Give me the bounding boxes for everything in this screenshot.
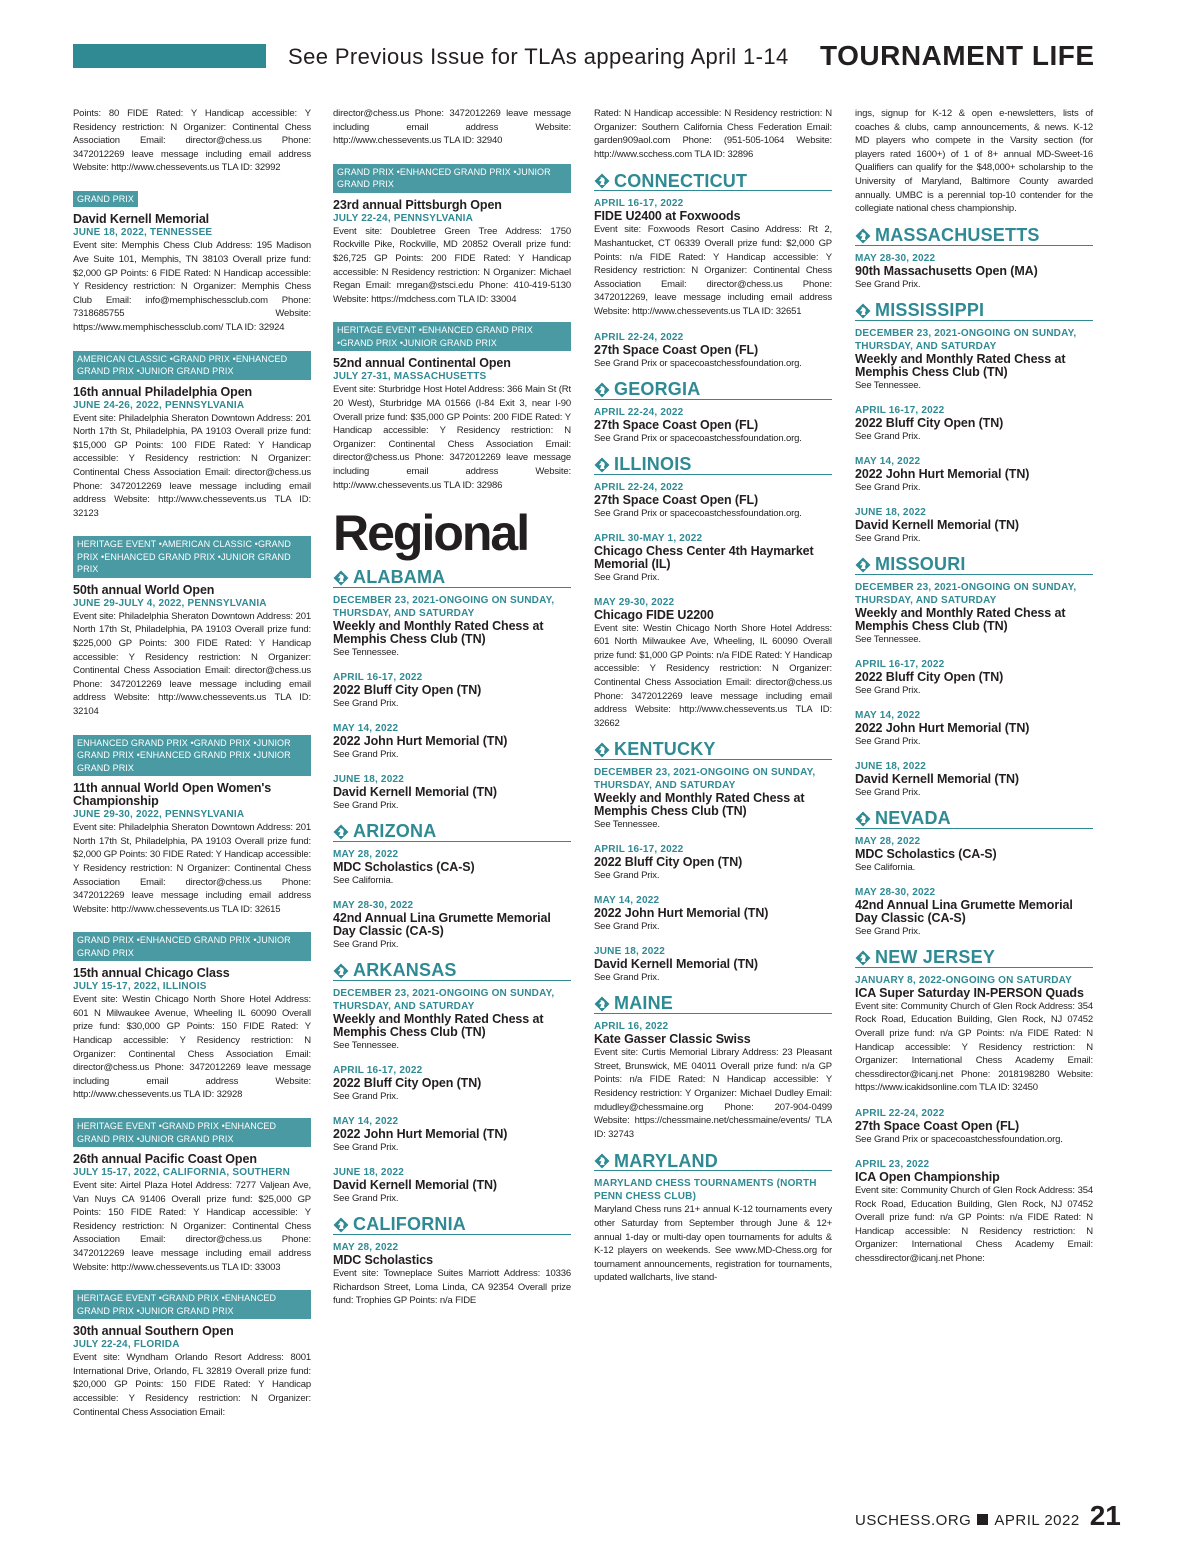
category-tag: AMERICAN CLASSIC • — [162, 539, 258, 549]
section-title: TOURNAMENT LIFE — [820, 40, 1095, 71]
listing-name: David Kernell Memorial (TN) — [594, 957, 758, 972]
listing-date: MAY 28-30, 2022 — [855, 252, 936, 264]
tournament-entry — [333, 318, 571, 492]
listing-name: David Kernell Memorial (TN) — [855, 517, 1019, 532]
category-tags — [333, 164, 571, 193]
tournament-details: Event site: Doubletree Green Tree Address: 1750 Rockville Pike, Rockville, MD 20852 Overall prize fund: $26,725 GP Points: 200 FIDE Rated: Y Handicap accessible: N Residency restriction: N Organizer: Michael Regan Email: mregan@stsci.edu Phone: 410-419-5130 Website: https://mdchess.com TLA ID: 33004 — [333, 225, 571, 305]
listing-entry — [855, 760, 1093, 799]
category-tag: JUNIOR GRAND PRIX — [139, 366, 234, 377]
cross-reference: See Grand Prix. — [333, 749, 399, 761]
tournament-details: Event site: Westin Chicago North Shore Hotel Address: 601 N Milwaukee Avenue, Wheeling IL 60090 Overall prize fund: $30,000 GP Points: 150 FIDE Rated: Y Handicap accessible: Y Residency restriction: N Organizer: Continental Chess Association Email: director@chess.us Phone: 3472012269 leave message including email address Website: http://www.chessevents.us TLA ID: 32928 — [73, 994, 311, 1101]
listing-entry — [594, 331, 832, 370]
listing-name: Kate Gasser Classic Swiss — [594, 1032, 751, 1047]
state-heading — [594, 453, 832, 475]
category-tag: GRAND PRIX • — [162, 1121, 225, 1131]
state-name: MISSISSIPPI — [875, 299, 985, 320]
continued-text: Points: 80 FIDE Rated: Y Handicap accessible: Y Residency restriction: N Organizer: Continental Chess Association Email: director@chess.us Phone: 3472012269 leave message including email address Website: http://www.chessevents.us TLA ID: 32992 — [73, 108, 311, 174]
chess-knight-icon — [855, 811, 871, 827]
page-number: 21 — [1089, 1500, 1121, 1531]
tournament-name: 50th annual World Open — [73, 582, 215, 597]
category-tags — [73, 932, 311, 961]
listing-date: APRIL 16-17, 2022 — [333, 672, 423, 684]
page-footer — [855, 1500, 1121, 1532]
category-tag: HERITAGE EVENT • — [77, 1293, 162, 1303]
listing-name: MDC Scholastics (CA-S) — [333, 860, 475, 875]
cross-reference: See Grand Prix. — [855, 532, 921, 544]
listing-date: APRIL 16-17, 2022 — [855, 404, 945, 416]
tournament-name: 23rd annual Pittsburgh Open — [333, 197, 502, 212]
listing-entry — [333, 848, 571, 887]
tournament-name: 16th annual Philadelphia Open — [73, 384, 253, 399]
category-tag: JUNIOR GRAND PRIX — [77, 935, 291, 958]
state-heading — [855, 553, 1093, 575]
tournament-date: JULY 27-31, MASSACHUSETTS — [333, 371, 487, 383]
tournament-entry — [73, 1114, 311, 1274]
listing-name: FIDE U2400 at Foxwoods — [594, 209, 741, 224]
continued-text: ings, signup for K-12 & open e-newsletters, lists of coaches & clubs, camp announcements, & news. K-12 MD players who compete in the Varsity section (for players rated 1600+) of 1 of 8+ annual MD-Sweet-16 Qualifiers can qualify for the $48,000+ scholarship to the University of Maryland, Baltimore County awarded annually. UMBC is a perennial top-10 contender for the collegiate national chess championship. — [855, 108, 1093, 215]
state-heading — [333, 1214, 571, 1235]
listing-name: Weekly and Monthly Rated Chess at Memphis Chess Club (TN) — [855, 351, 1066, 379]
category-tag: JUNIOR GRAND PRIX — [337, 166, 551, 190]
state-heading — [594, 739, 832, 760]
listing-name: David Kernell Memorial (TN) — [333, 785, 497, 800]
chess-knight-icon — [333, 824, 349, 840]
listing-entry — [594, 197, 832, 318]
cross-reference: See Grand Prix. — [333, 1142, 399, 1154]
category-tag: GRAND PRIX • — [162, 1293, 225, 1303]
state-name: GEORGIA — [614, 378, 701, 399]
category-tag: GRAND PRIX • — [77, 935, 140, 945]
listing-entry — [855, 455, 1093, 494]
state-heading — [333, 567, 571, 588]
cross-reference: See Tennessee. — [333, 647, 399, 659]
cross-reference: See Grand Prix. — [333, 939, 399, 951]
listing-entry — [855, 658, 1093, 697]
cross-reference: See Grand Prix. — [855, 684, 921, 696]
tournament-details: Event site: Philadelphia Sheraton Downtown Address: 201 North 17th St, Philadelphia, PA 19103 Overall prize fund: $2,000 GP Points: 30 FIDE Rated: Y Handicap accessible: Y Residency restriction: N Organizer: Continental Chess Association Email: director@chess.us Phone: 3472012269 leave message including email address Website: http://www.chessevents.us TLA ID: 32615 — [73, 822, 311, 915]
listing-entry — [855, 1158, 1093, 1266]
state-heading — [333, 821, 571, 842]
category-tag: ENHANCED GRAND PRIX • — [140, 750, 257, 760]
cross-reference: See Grand Prix or spacecoastchessfoundation.org. — [594, 507, 802, 519]
listing-date: DECEMBER 23, 2021-ONGOING ON SUNDAY, THURSDAY, AND SATURDAY — [855, 581, 1077, 606]
cross-reference: See Tennessee. — [855, 379, 921, 391]
listing-name: 2022 John Hurt Memorial (TN) — [333, 1127, 508, 1142]
listing-name: Weekly and Monthly Rated Chess at Memphis Chess Club (TN) — [594, 791, 805, 819]
cross-reference: See Grand Prix or spacecoastchessfoundation.org. — [855, 1133, 1063, 1145]
listing-name: 2022 John Hurt Memorial (TN) — [855, 720, 1030, 735]
chess-knight-icon — [594, 382, 610, 398]
state-heading — [594, 378, 832, 400]
column-4 — [855, 107, 1093, 1277]
listing-date: DECEMBER 23, 2021-ONGOING ON SUNDAY, THURSDAY, AND SATURDAY — [333, 595, 555, 620]
category-tags — [73, 735, 311, 777]
chess-knight-icon — [855, 303, 871, 319]
cross-reference: See Grand Prix or spacecoastchessfoundation.org. — [594, 432, 802, 444]
listing-details: Maryland Chess runs 21+ annual K-12 tournaments every other Saturday from September through June & 12+ annual 1-day or multi-day open tournaments for adults & K-12 players on weekends. See www.MD-Chess.org for tournament announcements, registration for tournaments, updated wallcharts, live stand- — [594, 1204, 832, 1284]
category-tags — [73, 351, 311, 380]
listing-name: 2022 John Hurt Memorial (TN) — [594, 906, 769, 921]
listing-date: MAY 14, 2022 — [855, 709, 921, 721]
listing-details: Event site: Westin Chicago North Shore Hotel Address: 601 North Milwaukee Ave, Wheeling, IL 60090 Overall prize fund: $1,000 GP Points: n/a FIDE Rated: Y Handicap accessible: Y Residency restriction: N Organizer: Continental Chess Association Email: director@chess.us Phone: 3472012269 leave message including email address Website: http://www.chessevents.us TLA ID: 32662 — [594, 622, 832, 729]
listing-date: JUNE 18, 2022 — [855, 760, 926, 772]
category-tags — [73, 1290, 311, 1319]
listing-entry — [594, 945, 832, 984]
listing-entry — [333, 594, 571, 659]
category-tag: GRAND PRIX • — [77, 539, 291, 562]
cross-reference: See Grand Prix. — [333, 698, 399, 710]
state-name: KENTUCKY — [614, 739, 716, 760]
state-heading — [333, 960, 571, 981]
listing-date: APRIL 16, 2022 — [594, 1021, 669, 1033]
category-tag: GRAND PRIX • — [194, 738, 257, 748]
footer-site: USCHESS.ORG — [855, 1512, 972, 1529]
listing-date: DECEMBER 23, 2021-ONGOING ON SUNDAY, THURSDAY, AND SATURDAY — [333, 988, 555, 1013]
listing-entry — [855, 1107, 1093, 1146]
state-heading — [594, 1150, 832, 1171]
listing-entry — [333, 1115, 571, 1154]
category-tag: ENHANCED GRAND PRIX • — [77, 738, 194, 748]
listing-name: David Kernell Memorial (TN) — [855, 771, 1019, 786]
tournament-name: 15th annual Chicago Class — [73, 966, 230, 981]
listing-entry — [333, 1166, 571, 1205]
listing-entry — [594, 596, 832, 731]
tournament-date: JULY 15-17, 2022, CALIFORNIA, SOUTHERN — [73, 1167, 291, 1179]
listing-name: 27th Space Coast Open (FL) — [855, 1118, 1020, 1133]
state-heading — [855, 946, 1093, 968]
listing-name: 2022 Bluff City Open (TN) — [333, 683, 482, 698]
category-tag: HERITAGE EVENT • — [77, 1121, 162, 1131]
cross-reference: See Grand Prix. — [594, 571, 660, 583]
chess-knight-icon — [333, 1217, 349, 1233]
tournament-entry — [73, 347, 311, 521]
cross-reference: See Tennessee. — [333, 1040, 399, 1052]
listing-date: MAY 28, 2022 — [855, 835, 921, 847]
state-name: MISSOURI — [875, 553, 966, 574]
listing-entry — [855, 327, 1093, 392]
tournament-entry — [73, 928, 311, 1102]
cross-reference: See Tennessee. — [594, 819, 660, 831]
state-name: MAINE — [614, 993, 673, 1014]
listing-date: MAY 28, 2022 — [333, 1242, 399, 1254]
tournament-details: Event site: Wyndham Orlando Resort Address: 8001 International Drive, Orlando, FL 32819 Overall prize fund: $20,000 GP Points: 150 FIDE Rated: Y Handicap accessible: Y Residency restriction: N Organizer: Continental Chess Association Email: — [73, 1352, 311, 1418]
header-accent-bar — [73, 44, 266, 68]
column-3 — [594, 107, 832, 1297]
state-name: MASSACHUSETTS — [875, 224, 1040, 245]
cross-reference: See Grand Prix. — [594, 921, 660, 933]
state-heading — [594, 993, 832, 1014]
category-tags — [333, 322, 571, 351]
cross-reference: See Grand Prix. — [855, 481, 921, 493]
cross-reference: See Grand Prix. — [855, 735, 921, 747]
category-tag: ENHANCED GRAND PRIX • — [400, 167, 517, 177]
listing-date: APRIL 16-17, 2022 — [594, 198, 684, 210]
chess-knight-icon — [594, 1153, 610, 1169]
tournament-details: Event site: Philadelphia Sheraton Downtown Address: 201 North 17th St, Philadelphia, PA 19103 Overall prize fund: $225,000 GP Points: 300 FIDE Rated: Y Handicap accessible: Y Residency restriction: N Organizer: Continental Chess Association Email: director@chess.us Phone: 3472012269 leave message including email address Website: http://www.chessevents.us TLA ID: 32104 — [73, 610, 311, 718]
state-name: ARKANSAS — [353, 960, 457, 981]
listing-date: MAY 14, 2022 — [594, 895, 660, 907]
listing-entry — [594, 894, 832, 933]
category-tags — [73, 191, 138, 208]
cross-reference: See Grand Prix. — [855, 430, 921, 442]
listing-entry — [333, 671, 571, 710]
chess-knight-icon — [855, 228, 871, 244]
state-name: MARYLAND — [614, 1150, 718, 1171]
column-1 — [73, 107, 311, 1431]
listing-entry — [333, 987, 571, 1052]
listing-name: 42nd Annual Lina Grumette Memorial Day Classic (CA-S) — [333, 911, 551, 939]
tournament-date: JULY 22-24, PENNSYLVANIA — [333, 212, 474, 224]
state-name: NEVADA — [875, 807, 951, 828]
listing-date: APRIL 16-17, 2022 — [594, 844, 684, 856]
tournament-date: JUNE 18, 2022, TENNESSEE — [73, 227, 213, 239]
chess-knight-icon — [594, 173, 610, 189]
tournament-name: 30th annual Southern Open — [73, 1324, 234, 1339]
continued-text: Rated: N Handicap accessible: N Residency restriction: N Organizer: Southern California Chess Federation Email: garden909aol.com Phone: (951-505-1064 Website: http://www.scchess.com TLA ID: 32896 — [594, 108, 832, 160]
listing-date: MAY 28-30, 2022 — [855, 886, 936, 898]
chess-knight-icon — [855, 950, 871, 966]
category-tag: GRAND PRIX • — [337, 167, 400, 177]
listing-entry — [594, 1177, 832, 1285]
page-header — [0, 0, 1200, 90]
listing-date: APRIL 22-24, 2022 — [594, 331, 684, 343]
chess-knight-icon — [594, 457, 610, 473]
listing-entry — [333, 773, 571, 812]
listing-entry — [855, 404, 1093, 443]
tournament-details: Event site: Airtel Plaza Hotel Address: 7277 Valjean Ave, Van Nuys CA 91406 Overall prize fund: $25,000 GP Points: 150 FIDE Rated: Y Handicap accessible: Y Residency restriction: N Organizer: Continental Chess Association Email: director@chess.us Phone: 3472012269 leave message including email address Website: http://www.chessevents.us TLA ID: 33003 — [73, 1180, 311, 1273]
category-tag: AMERICAN CLASSIC • — [77, 354, 173, 364]
listing-entry — [855, 974, 1093, 1095]
state-heading — [594, 170, 832, 191]
category-tag: GRAND PRIX — [77, 193, 135, 204]
footer-issue: APRIL 2022 — [994, 1512, 1080, 1529]
tournament-details: Event site: Memphis Chess Club Address: 195 Madison Ave Suite 101, Memphis, TN 38103 Overall prize fund: $2,000 GP Points: 6 FIDE Rated: N Handicap accessible: Y Residency restriction: N Organizer: Memphis Chess Club Email: info@memphischessclub.com Phone: 7318685755 Website: https://www.memphischessclub.com/ TLA ID: 32924 — [73, 240, 311, 334]
listing-entry — [594, 406, 832, 445]
cross-reference: See Tennessee. — [855, 633, 921, 645]
cross-reference: See Grand Prix or spacecoastchessfoundation.org. — [594, 357, 802, 369]
listing-date: APRIL 16-17, 2022 — [333, 1065, 423, 1077]
listing-date: JUNE 18, 2022 — [333, 1167, 404, 1179]
listing-entry — [333, 899, 571, 951]
listing-entry — [855, 886, 1093, 938]
listing-details: Event site: Community Church of Glen Rock Address: 354 Rock Road, Education Building, Glen Rock, NJ 07452 Overall prize fund: n/a GP Points: n/a FIDE Rated: N Handicap accessible: Y Residency restriction: N Organizer: International Chess Academy Email: chessdirector@icanj.net Phone: 2018198280 Website: https://www.icakidsonline.com TLA ID: 32450 — [855, 1000, 1093, 1094]
tournament-name: David Kernell Memorial — [73, 212, 210, 227]
continued-text: director@chess.us Phone: 3472012269 leave message including email address Website: http://www.chessevents.us TLA ID: 32940 — [333, 108, 571, 147]
category-tag: ENHANCED GRAND PRIX • — [337, 325, 533, 348]
listing-name: 2022 Bluff City Open (TN) — [333, 1076, 482, 1091]
listing-details: Event site: Foxwoods Resort Casino Address: Rt 2, Mashantucket, CT 06339 Overall prize fund: $2,000 GP Points: n/a FIDE Rated: Y Handicap accessible: Y Residency restriction: N Organizer: Continental Chess Association Email: director@chess.us Phone: 3472012269, leave message including email address Website: http://www.chessevents.us TLA ID: 32651 — [594, 224, 832, 317]
state-name: NEW JERSEY — [875, 946, 996, 967]
category-tag: GRAND PRIX • — [340, 338, 403, 348]
tournament-details: Event site: Philadelphia Sheraton Downtown Address: 201 North 17th St, Philadelphia, PA 19103 Overall prize fund: $15,000 GP Points: 100 FIDE Rated: Y Handicap accessible: Y Residency restriction: N Organizer: Continental Chess Association Email: director@chess.us Phone: 3472012269 leave message including email address Website: http://www.chessevents.us TLA ID: 32123 — [73, 412, 311, 519]
state-name: ILLINOIS — [614, 453, 692, 474]
listing-name: ICA Super Saturday IN-PERSON Quads — [855, 985, 1084, 1000]
listing-name: 2022 Bluff City Open (TN) — [855, 415, 1004, 430]
listing-date: MAY 28-30, 2022 — [333, 900, 414, 912]
listing-date: APRIL 23, 2022 — [855, 1158, 930, 1170]
listing-name: 2022 John Hurt Memorial (TN) — [855, 466, 1030, 481]
tournament-date: JUNE 29-30, 2022, PENNSYLVANIA — [73, 809, 245, 821]
state-name: CALIFORNIA — [353, 1214, 466, 1235]
listing-date: APRIL 22-24, 2022 — [855, 1107, 945, 1119]
listing-date: JUNE 18, 2022 — [333, 774, 404, 786]
listing-name: Weekly and Monthly Rated Chess at Memphis Chess Club (TN) — [855, 605, 1066, 633]
listing-entry — [855, 506, 1093, 545]
cross-reference: See Grand Prix. — [594, 870, 660, 882]
listing-name: 42nd Annual Lina Grumette Memorial Day Classic (CA-S) — [855, 897, 1073, 925]
listing-date: DECEMBER 23, 2021-ONGOING ON SUNDAY, THURSDAY, AND SATURDAY — [594, 767, 816, 792]
tournament-entry — [73, 187, 311, 335]
listing-name: MDC Scholastics — [333, 1253, 433, 1268]
listing-date: MAY 28, 2022 — [333, 849, 399, 861]
listing-name: ICA Open Championship — [855, 1169, 1000, 1184]
category-tag: HERITAGE EVENT • — [77, 539, 162, 549]
state-heading — [855, 224, 1093, 246]
category-tag: JUNIOR GRAND PRIX • — [77, 738, 291, 761]
tournament-name: 52nd annual Continental Open — [333, 356, 511, 371]
listing-entry — [594, 481, 832, 520]
category-tags — [73, 1118, 311, 1147]
cross-reference: See California. — [333, 875, 394, 887]
listing-name: Weekly and Monthly Rated Chess at Memphis Chess Club (TN) — [333, 1012, 544, 1040]
tournament-name: 11th annual World Open Women's Championship — [73, 781, 272, 809]
category-tag: JUNIOR GRAND PRIX — [139, 1305, 234, 1316]
listing-name: 90th Massachusetts Open (MA) — [855, 263, 1038, 278]
listing-name: 27th Space Coast Open (FL) — [594, 492, 759, 507]
tournament-details: Event site: Sturbridge Host Hotel Address: 366 Main St (Rt 20 West), Sturbridge MA 01566 (I-84 Exit 3, near I-90 Overall prize fund: $35,000 GP Points: 200 FIDE Rated: Y Handicap accessible: Y Residency restriction: N Organizer: Continental Chess Association Email: director@chess.us Phone: 3472012269 leave message including email address Website: http://www.chessevents.us TLA ID: 32986 — [333, 384, 571, 491]
chess-knight-icon — [855, 557, 871, 573]
tournament-entry — [73, 532, 311, 718]
listing-entry — [855, 252, 1093, 291]
tournament-date: JUNE 24-26, 2022, PENNSYLVANIA — [73, 399, 245, 411]
cross-reference: See Grand Prix. — [333, 1193, 399, 1205]
listing-name: MDC Scholastics (CA-S) — [855, 846, 997, 861]
chess-knight-icon — [594, 996, 610, 1012]
listing-date: APRIL 30-MAY 1, 2022 — [594, 532, 703, 544]
state-name: ALABAMA — [353, 567, 446, 588]
listing-date: APRIL 22-24, 2022 — [594, 481, 684, 493]
listing-date: MAY 14, 2022 — [333, 1116, 399, 1128]
listing-entry — [594, 532, 832, 584]
listing-name: Weekly and Monthly Rated Chess at Memphis Chess Club (TN) — [333, 619, 544, 647]
listing-details: Event site: Towneplace Suites Marriott Address: 10336 Richardson Street, Loma Linda, CA 92354 Overall prize fund: Trophies GP Points: n/a FIDE — [333, 1268, 571, 1307]
category-tag: JUNIOR GRAND PRIX — [403, 337, 497, 348]
listing-date: JUNE 18, 2022 — [594, 946, 665, 958]
listing-date: JUNE 18, 2022 — [855, 506, 926, 518]
listing-entry — [855, 835, 1093, 874]
cross-reference: See Grand Prix. — [333, 1091, 399, 1103]
category-tag: JUNIOR GRAND PRIX — [139, 1133, 234, 1144]
state-name: CONNECTICUT — [614, 170, 748, 191]
tournament-entry — [333, 160, 571, 307]
category-tag: HERITAGE EVENT • — [337, 325, 422, 335]
category-tag: GRAND PRIX • — [173, 354, 236, 364]
listing-details: Event site: Curtis Memorial Library Address: 23 Pleasant Street, Brunswick, ME 04011 Overall prize fund: n/a GP Points: n/a FIDE Rated: N Handicap accessible: Y Residency restriction: Y Organizer: Michael Dudley Email: mdudley@chessmaine.org Phone: 207-904-0499 Website: https://chessmaine.net/chessmaine/events/ TLA ID: 32743 — [594, 1047, 832, 1140]
tournament-date: JULY 22-24, FLORIDA — [73, 1339, 180, 1351]
listing-name: 27th Space Coast Open (FL) — [594, 417, 759, 432]
tournament-entry — [73, 731, 311, 917]
cross-reference: See Grand Prix. — [855, 925, 921, 937]
footer-square — [977, 1514, 988, 1525]
listing-date: MAY 14, 2022 — [855, 455, 921, 467]
state-heading — [855, 807, 1093, 829]
tournament-date: JULY 15-17, 2022, ILLINOIS — [73, 981, 207, 993]
chess-knight-icon — [594, 742, 610, 758]
category-tag: ENHANCED GRAND PRIX • — [77, 354, 287, 377]
tournament-name: 26th annual Pacific Coast Open — [73, 1152, 257, 1167]
listing-name: 27th Space Coast Open (FL) — [594, 342, 759, 357]
regional-heading: Regional — [333, 505, 529, 562]
category-tag: ENHANCED GRAND PRIX • — [77, 1293, 276, 1316]
listing-date: APRIL 22-24, 2022 — [594, 406, 684, 418]
cross-reference: See Grand Prix. — [855, 278, 921, 290]
tournament-entry — [73, 1286, 311, 1419]
listing-entry — [594, 843, 832, 882]
chess-knight-icon — [333, 963, 349, 979]
listing-entry — [333, 1064, 571, 1103]
listing-date: MAY 29-30, 2022 — [594, 596, 675, 608]
chess-knight-icon — [333, 570, 349, 586]
listing-date: DECEMBER 23, 2021-ONGOING ON SUNDAY, THURSDAY, AND SATURDAY — [855, 327, 1077, 352]
state-name: ARIZONA — [353, 821, 437, 842]
listing-entry — [333, 722, 571, 761]
listing-name: Chicago Chess Center 4th Haymarket Memorial (IL) — [594, 543, 814, 571]
column-2 — [333, 107, 571, 1320]
listing-name: 2022 John Hurt Memorial (TN) — [333, 734, 508, 749]
listing-date: MARYLAND CHESS TOURNAMENTS (NORTH PENN CHESS CLUB) — [594, 1178, 817, 1203]
listing-entry — [594, 766, 832, 831]
header-note: See Previous Issue for TLAs appearing April 1-14 — [288, 44, 789, 69]
cross-reference: See California. — [855, 861, 916, 873]
listing-name: Chicago FIDE U2200 — [594, 607, 714, 622]
tournament-date: JUNE 29-JULY 4, 2022, PENNSYLVANIA — [73, 597, 267, 609]
category-tag: JUNIOR GRAND PRIX — [77, 551, 291, 575]
category-tag: ENHANCED GRAND PRIX • — [140, 935, 257, 945]
cross-reference: See Grand Prix. — [855, 786, 921, 798]
listing-date: MAY 14, 2022 — [333, 723, 399, 735]
category-tag: ENHANCED GRAND PRIX • — [104, 552, 221, 562]
listing-entry — [333, 1241, 571, 1308]
category-tag: JUNIOR GRAND PRIX — [77, 750, 291, 773]
category-tags — [73, 536, 311, 578]
listing-details: Event site: Community Church of Glen Rock Address: 354 Rock Road, Education Building, Glen Rock, NJ 07452 Overall prize fund: n/a GP Points: n/a FIDE Rated: N Handicap accessible: N Residency restriction: N Organizer: International Chess Academy Email: chessdirector@icanj.net Phone: — [855, 1184, 1093, 1264]
listing-entry — [855, 709, 1093, 748]
cross-reference: See Grand Prix. — [333, 800, 399, 812]
listing-entry — [855, 581, 1093, 646]
listing-name: David Kernell Memorial (TN) — [333, 1178, 497, 1193]
category-tag: ENHANCED GRAND PRIX • — [77, 1121, 276, 1144]
listing-entry — [594, 1020, 832, 1141]
listing-name: 2022 Bluff City Open (TN) — [855, 669, 1004, 684]
listing-name: 2022 Bluff City Open (TN) — [594, 855, 743, 870]
listing-date: JANUARY 8, 2022-ONGOING ON SATURDAY — [855, 974, 1073, 986]
state-heading — [855, 299, 1093, 321]
cross-reference: See Grand Prix. — [594, 972, 660, 984]
listing-date: APRIL 16-17, 2022 — [855, 658, 945, 670]
